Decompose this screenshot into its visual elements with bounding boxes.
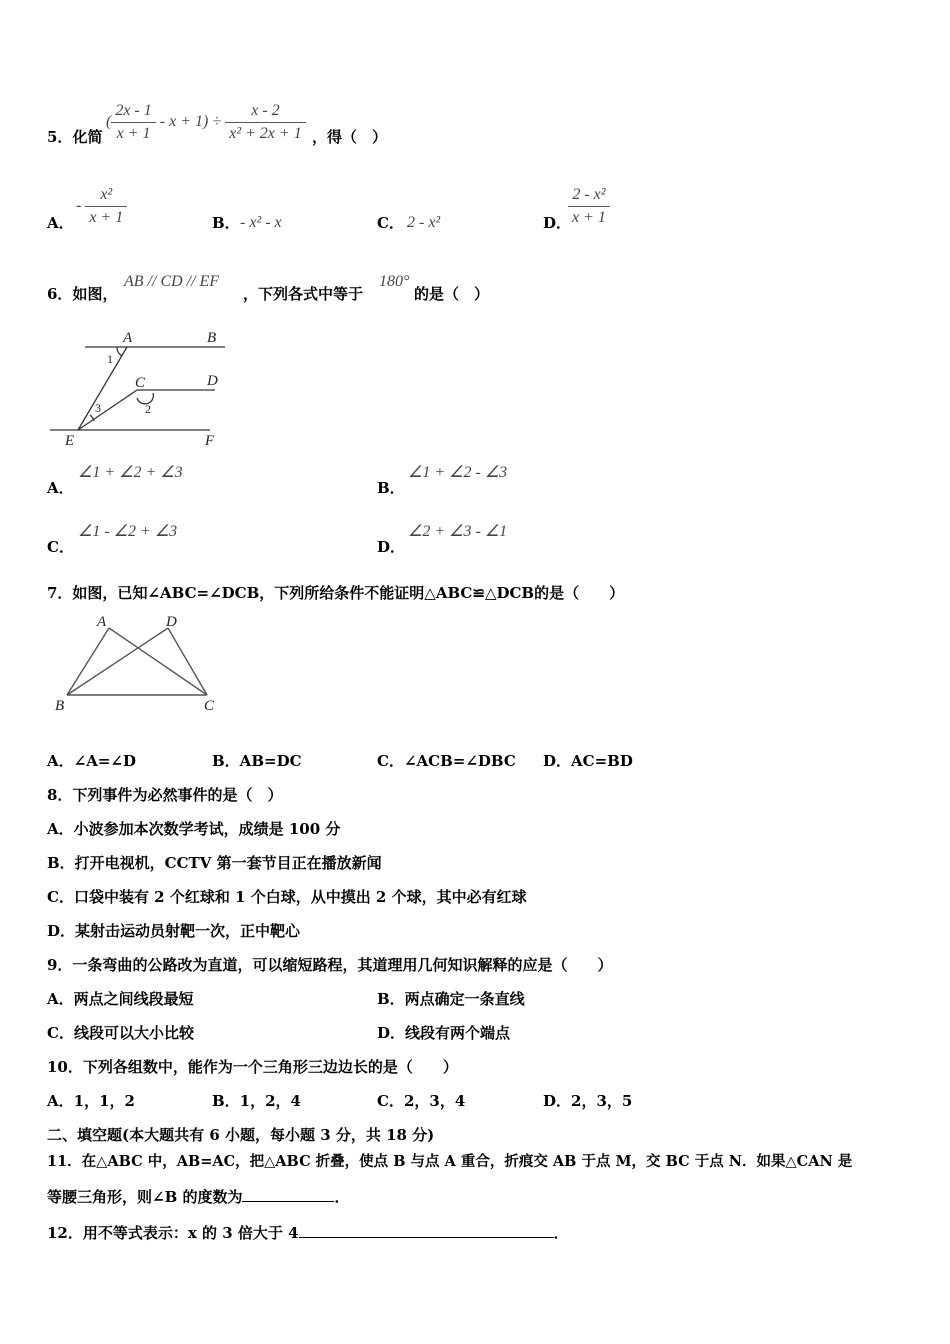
q9-option-a: A．两点之间线段最短 [47, 990, 194, 1008]
q6-condition: AB // CD // EF [124, 273, 220, 290]
q10-stem: 10．下列各组数中，能作为一个三角形三边边长的是（ ） [47, 1058, 458, 1076]
q5-option-a: - $\frac{\text{x²}}{x + 1}$ [76, 186, 127, 227]
q5-number: 5． [47, 128, 73, 146]
segment-ac [109, 628, 207, 695]
q10-option-a: A．1，1，2 [47, 1092, 135, 1110]
q5-expression: ( $\frac{2x - 1}{x + 1}$ - x + 1) ÷ $\frac{x - 2}{\text{x² + 2x + 1}}$ [106, 102, 306, 143]
q7-stem: 7．如图，已知∠ABC=∠DCB，下列所给条件不能证明△ABC≌△DCB的是（ ） [47, 584, 625, 602]
label-3: 3 [95, 401, 101, 415]
q5-option-c: 2 - x² [407, 214, 441, 231]
q6-mid: ，下列各式中等于 [243, 285, 364, 303]
q5-fraction-1: $\frac{2x - 1}{x + 1}$ [111, 102, 155, 143]
q6-option-a: ∠1 + ∠2 + ∠3 [78, 464, 183, 481]
label-c: C [135, 375, 146, 391]
q7-option-b: B．AB=DC [212, 752, 302, 770]
label-1: 1 [107, 352, 113, 366]
q6-figure [45, 325, 235, 450]
q6-option-d: ∠2 + ∠3 - ∠1 [408, 523, 508, 540]
q9-stem: 9．一条弯曲的公路改为直道，可以缩短路程，其道理用几何知识解释的应是（ ） [47, 956, 613, 974]
q6-option-a-label: A． [47, 479, 74, 497]
q6-option-d-label: D． [377, 538, 406, 556]
q6-option-c-label: C． [47, 538, 74, 556]
q9-option-c: C．线段可以大小比较 [47, 1024, 194, 1042]
label-b: B [55, 698, 65, 714]
q5-fraction-2: $\frac{x - 2}{\text{x² + 2x + 1}}$ [225, 102, 306, 143]
q7-figure [45, 610, 235, 720]
q6-option-c: ∠1 - ∠2 + ∠3 [78, 523, 178, 540]
q8-option-d: D．某射击运动员射靶一次，正中靶心 [47, 922, 301, 940]
q5-tail: ，得（ ） [312, 128, 388, 146]
q5-stem [47, 126, 102, 147]
q5-option-d: $\frac{\text{2 - x²}}{x + 1}$ [568, 186, 610, 227]
q12-line: 12．用不等式表示：x 的 3 倍大于 4 ． [47, 1224, 569, 1242]
line-ce [78, 390, 137, 430]
segment-ba [67, 628, 109, 695]
q11-answer-blank[interactable] [242, 1187, 334, 1202]
label-d: D [207, 373, 218, 389]
q6-option-b-label: B． [377, 479, 405, 497]
q11-line-2: 等腰三角形，则∠B 的度数为 ． [47, 1188, 350, 1206]
angle-1-arc [117, 347, 122, 356]
q8-option-a: A．小波参加本次数学考试，成绩是 100 分 [47, 820, 341, 838]
label-d: D [166, 614, 177, 630]
label-b: B [207, 330, 217, 346]
q7-option-d: D．AC=BD [543, 752, 633, 770]
q7-option-c: C．∠ACB=∠DBC [377, 752, 516, 770]
label-c: C [204, 698, 215, 714]
q5-option-a-label: A． [47, 214, 74, 232]
label-f: F [205, 433, 215, 449]
segment-bd [67, 628, 168, 695]
q10-option-b: B．1，2，4 [212, 1092, 301, 1110]
q6-value: 180° [379, 273, 410, 290]
q5-option-b-label: B． [212, 214, 240, 232]
q7-option-a: A．∠A=∠D [47, 752, 136, 770]
section-heading: 二、填空题(本大题共有 6 小题，每小题 3 分，共 18 分) [47, 1126, 435, 1144]
label-e: E [65, 433, 75, 449]
label-a: A [97, 614, 107, 630]
q5-word: 化简 [72, 128, 103, 146]
q5-option-c-label: C． [377, 214, 404, 232]
q10-option-c: C．2，3，4 [377, 1092, 466, 1110]
q8-stem: 8．下列事件为必然事件的是（ ） [47, 786, 283, 804]
q12-answer-blank[interactable] [299, 1223, 554, 1238]
q11-line-1: 11．在△ABC 中，AB=AC，把△ABC 折叠，使点 B 与点 A 重合，折痕交 AB 于点 M，交 BC 于点 N．如果△CAN 是 [47, 1153, 853, 1170]
q8-option-c: C．口袋中装有 2 个红球和 1 个白球，从中摸出 2 个球，其中必有红球 [47, 888, 527, 906]
q10-option-d: D．2，3，5 [543, 1092, 633, 1110]
q5-option-b: - x² - x [240, 214, 282, 231]
label-2: 2 [145, 402, 151, 416]
line-ae [78, 347, 127, 430]
q8-option-b: B．打开电视机，CCTV 第一套节目正在播放新闻 [47, 854, 382, 872]
q5-option-d-label: D． [543, 214, 572, 232]
q6-tail: 的是（ ） [414, 285, 490, 303]
q9-option-b: B．两点确定一条直线 [377, 990, 525, 1008]
label-a: A [123, 330, 133, 346]
q6-stem: 6．如图， [47, 285, 118, 303]
segment-dc [168, 628, 207, 695]
q9-option-d: D．线段有两个端点 [377, 1024, 511, 1042]
q6-option-b: ∠1 + ∠2 - ∠3 [408, 464, 508, 481]
